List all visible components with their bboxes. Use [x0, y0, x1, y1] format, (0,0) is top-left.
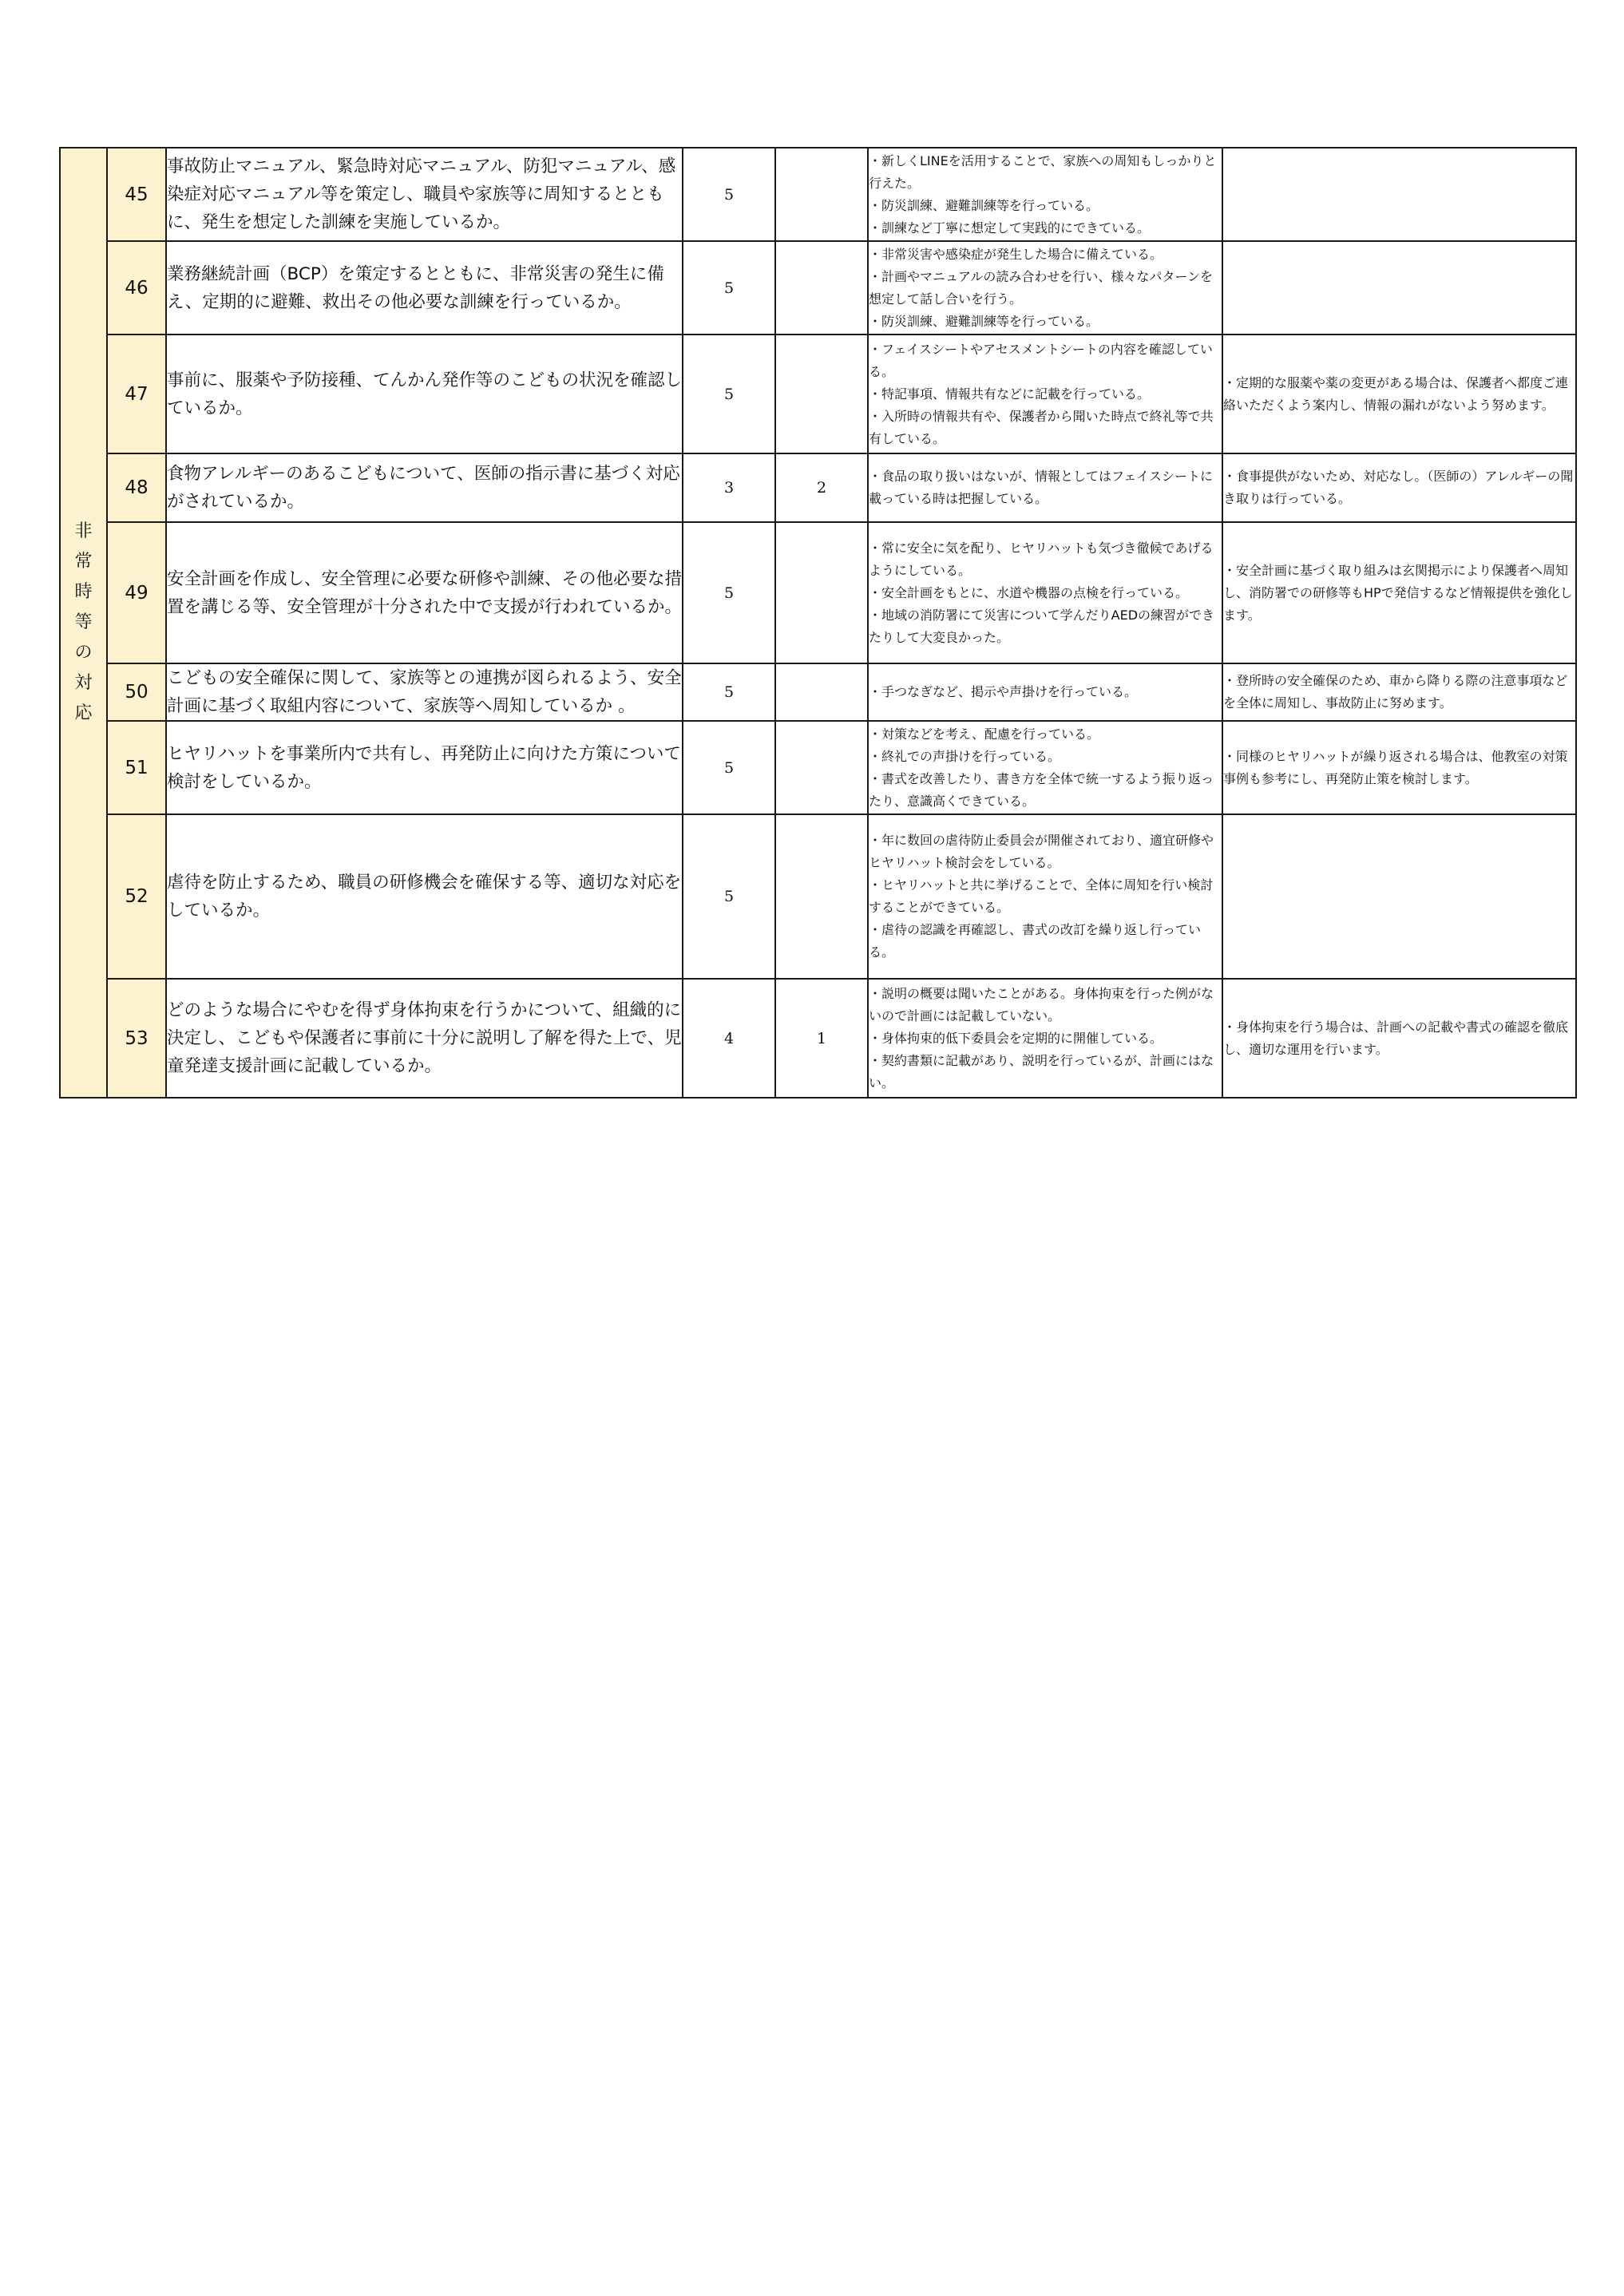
table-row	[60, 241, 1576, 335]
comment-line: ・食品の取り扱いはないが、情報としてはフェイスシートに載っている時は把握している。	[869, 469, 1214, 506]
comment-line: ・防災訓練、避難訓練等を行っている。	[869, 313, 1099, 329]
no-count	[775, 335, 868, 453]
response-line: ・安全計画に基づく取り組みは玄関掲示により保護者へ周知し、消防署での研修等もHPで発信するなど情報提供を強化します。	[1223, 562, 1573, 623]
response-line: ・食事提供がないため、対応なし。（医師の）アレルギーの聞き取りは行っている。	[1223, 469, 1574, 506]
staff-comments	[868, 663, 1222, 721]
improvement-response	[1222, 335, 1576, 453]
category-label: 非常時等の対応	[74, 521, 93, 723]
table-row	[60, 522, 1576, 663]
item-number: 51	[107, 721, 166, 814]
improvement-response	[1222, 814, 1576, 979]
response-line: ・同様のヒヤリハットが繰り返される場合は、他教室の対策事例も参考にし、再発防止策を検討します。	[1223, 748, 1568, 786]
comment-line: ・終礼での声掛けを行っている。	[869, 748, 1061, 764]
no-count	[775, 148, 868, 241]
response-line: ・登所時の安全確保のため、車から降りる際の注意事項などを全体に周知し、事故防止に努めます。	[1223, 673, 1568, 711]
table-row	[60, 148, 1576, 241]
comment-line: ・常に安全に気を配り、ヒヤリハットも気づき徹候であげるようにしている。	[869, 540, 1214, 578]
no-count	[775, 663, 868, 721]
comment-line: ・防災訓練、避難訓練等を行っている。	[869, 197, 1099, 213]
comment-line: ・身体拘束的低下委員会を定期的に開催している。	[869, 1030, 1163, 1046]
table-row	[60, 663, 1576, 721]
no-count	[775, 522, 868, 663]
question-text: 業務継続計画（BCP）を策定するとともに、非常災害の発生に備え、定期的に避難、救出その他必要な訓練を行っているか。	[166, 241, 683, 335]
improvement-response	[1222, 979, 1576, 1098]
yes-count: 5	[683, 241, 775, 335]
item-number: 50	[107, 663, 166, 721]
comment-line: ・特記事項、情報共有などに記載を行っている。	[869, 386, 1151, 402]
question-text: 安全計画を作成し、安全管理に必要な研修や訓練、その他必要な措置を講じる等、安全管理が十分された中で支援が行われているか。	[166, 522, 683, 663]
comment-line: ・書式を改善したり、書き方を全体で統一するよう振り返ったり、意識高くできている。	[869, 770, 1214, 809]
no-count: 1	[775, 979, 868, 1098]
item-number: 45	[107, 148, 166, 241]
yes-count: 5	[683, 335, 775, 453]
response-line: ・身体拘束を行う場合は、計画への記載や書式の確認を徹底し、適切な運用を行います。	[1223, 1019, 1569, 1057]
item-number: 49	[107, 522, 166, 663]
yes-count: 3	[683, 453, 775, 522]
table-row	[60, 453, 1576, 522]
comment-line: ・非常災害や感染症が発生した場合に備えている。	[869, 246, 1163, 262]
no-count	[775, 814, 868, 979]
staff-comments	[868, 721, 1222, 814]
comment-line: ・計画やマニュアルの読み合わせを行い、様々なパターンを想定して話し合いを行う。	[869, 268, 1214, 307]
evaluation-table	[59, 147, 1577, 1099]
table-row	[60, 814, 1576, 979]
comment-line: ・地域の消防署にて災害について学んだりAEDの練習ができたりして大変良かった。	[869, 607, 1215, 645]
comment-line: ・年に数回の虐待防止委員会が開催されており、適宜研修やヒヤリハット検討会をしている。	[869, 833, 1214, 870]
item-number: 48	[107, 453, 166, 522]
item-number: 47	[107, 335, 166, 453]
category-cell	[60, 148, 107, 1098]
staff-comments	[868, 148, 1222, 241]
question-text: 虐待を防止するため、職員の研修機会を確保する等、適切な対応をしているか。	[166, 814, 683, 979]
staff-comments	[868, 979, 1222, 1098]
comment-line: ・手つなぎなど、掲示や声掛けを行っている。	[869, 684, 1138, 699]
question-text: こどもの安全確保に関して、家族等との連携が図られるよう、安全計画に基づく取組内容について、家族等へ周知しているか 。	[166, 663, 683, 721]
comment-line: ・フェイスシートやアセスメントシートの内容を確認している。	[869, 341, 1213, 379]
question-text: 事前に、服薬や予防接種、てんかん発作等のこどもの状況を確認しているか。	[166, 335, 683, 453]
no-count	[775, 721, 868, 814]
yes-count: 5	[683, 522, 775, 663]
question-text: 事故防止マニュアル、緊急時対応マニュアル、防犯マニュアル、感染症対応マニュアル等を策定し、職員や家族等に周知するとともに、発生を想定した訓練を実施しているか。	[166, 148, 683, 241]
comment-line: ・契約書類に記載があり、説明を行っているが、計画にはない。	[869, 1052, 1214, 1091]
table-row	[60, 335, 1576, 453]
comment-line: ・虐待の認識を再確認し、書式の改訂を繰り返し行っている。	[869, 922, 1202, 960]
comment-line: ・対策などを考え、配慮を行っている。	[869, 726, 1099, 742]
item-number: 53	[107, 979, 166, 1098]
no-count: 2	[775, 453, 868, 522]
staff-comments	[868, 241, 1222, 335]
improvement-response	[1222, 241, 1576, 335]
yes-count: 5	[683, 148, 775, 241]
item-number: 46	[107, 241, 166, 335]
yes-count: 4	[683, 979, 775, 1098]
item-number: 52	[107, 814, 166, 979]
comment-line: ・安全計画をもとに、水道や機器の点検を行っている。	[869, 584, 1189, 600]
comment-line: ・訓練など丁寧に想定して実践的にできている。	[869, 220, 1151, 236]
table-row	[60, 721, 1576, 814]
question-text: 食物アレルギーのあるこどもについて、医師の指示書に基づく対応がされているか。	[166, 453, 683, 522]
table-row	[60, 979, 1576, 1098]
response-line: ・定期的な服薬や薬の変更がある場合は、保護者へ都度ご連絡いただくよう案内し、情報の漏れがないよう努めます。	[1223, 374, 1569, 413]
improvement-response	[1222, 522, 1576, 663]
comment-line: ・新しくLINEを活用することで、家族への周知もしっかりと行えた。	[869, 152, 1217, 191]
question-text: ヒヤリハットを事業所内で共有し、再発防止に向けた方策について検討をしているか。	[166, 721, 683, 814]
improvement-response	[1222, 453, 1576, 522]
comment-line: ・説明の概要は聞いたことがある。身体拘束を行った例がないので計画には記載していない。	[869, 985, 1214, 1023]
improvement-response	[1222, 148, 1576, 241]
yes-count: 5	[683, 814, 775, 979]
table-body	[60, 148, 1576, 1098]
no-count	[775, 241, 868, 335]
comment-line: ・入所時の情報共有や、保護者から聞いた時点で終礼等で共有している。	[869, 408, 1214, 446]
question-text: どのような場合にやむを得ず身体拘束を行うかについて、組織的に決定し、こどもや保護者に事前に十分に説明し了解を得た上で、児童発達支援計画に記載しているか。	[166, 979, 683, 1098]
comment-line: ・ヒヤリハットと共に挙げることで、全体に周知を行い検討することができている。	[869, 877, 1214, 915]
staff-comments	[868, 522, 1222, 663]
yes-count: 5	[683, 663, 775, 721]
staff-comments	[868, 453, 1222, 522]
yes-count: 5	[683, 721, 775, 814]
improvement-response	[1222, 663, 1576, 721]
staff-comments	[868, 335, 1222, 453]
staff-comments	[868, 814, 1222, 979]
improvement-response	[1222, 721, 1576, 814]
